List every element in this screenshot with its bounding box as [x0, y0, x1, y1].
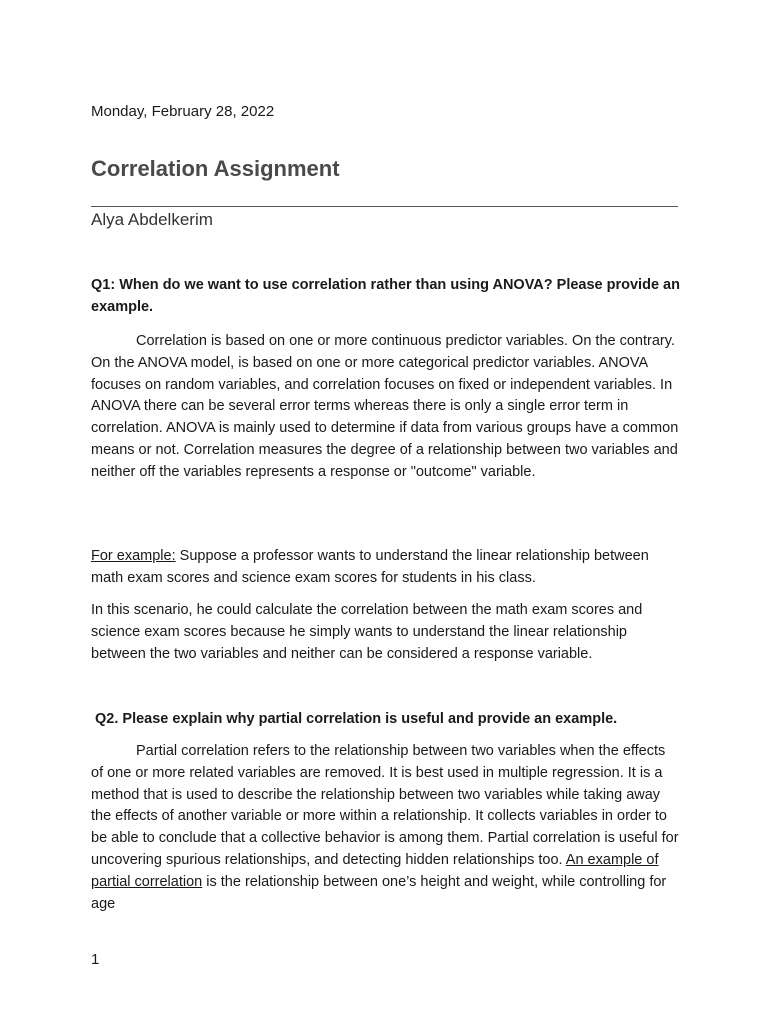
example-paragraph: [91, 546, 681, 590]
page-number: 1: [91, 951, 100, 968]
scenario-paragraph: In this scenario, he could calculate the correlation between the math exam scores and science exam scores because he simply wants to understand the linear relationship between the two variables and neither can be considered a response variable.: [91, 602, 643, 662]
q2-answer-text: Partial correlation refers to the relationship between two variables when the effects of one or more related variables are removed. It is best used in multiple regression. It is a method that is used to describe the relationship between two variables while taking away the effects of another variable or more within a relationship. It collects variables in order to be able to conclude that a collective behavior is among them. Partial correlation is useful for uncovering spurious relationships, and detecting hidden relationships too.: [91, 743, 679, 868]
question-1: Q1: When do we want to use correlation rather than using ANOVA? Please provide an example.: [91, 277, 680, 315]
title-divider: [91, 206, 678, 207]
partial-correlation-example-link[interactable]: An example of partial correlation: [91, 851, 659, 890]
question-2: Q2. Please explain why partial correlation is useful and provide an example.: [95, 711, 618, 727]
author-name: Alya Abdelkerim: [91, 210, 213, 229]
q2-answer-text-end: is the relationship between one’s height and weight, while controlling for age: [91, 873, 667, 912]
example-label: For example:: [91, 548, 176, 564]
example-text: Suppose a professor wants to understand the linear relationship between math exam scores and science exam scores for students in his class.: [91, 548, 649, 586]
document-date: Monday, February 28, 2022: [91, 103, 275, 120]
question-2-answer: [91, 741, 681, 915]
question-1-answer: Correlation is based on one or more continuous predictor variables. On the contrary. On the ANOVA model, is based on one or more categorical predictor variables. ANOVA focuses on random variables, and correlation focuses on fixed or independent variables. In ANOVA there can be several error terms whereas there is only a single error term in correlation. ANOVA is mainly used to determine if data from various groups have a common means or not. Correlation measures the degree of a relationship between two variables and neither off the variables represents a response or "outcome" variable.: [91, 333, 679, 480]
document-title: Correlation Assignment: [91, 156, 340, 181]
